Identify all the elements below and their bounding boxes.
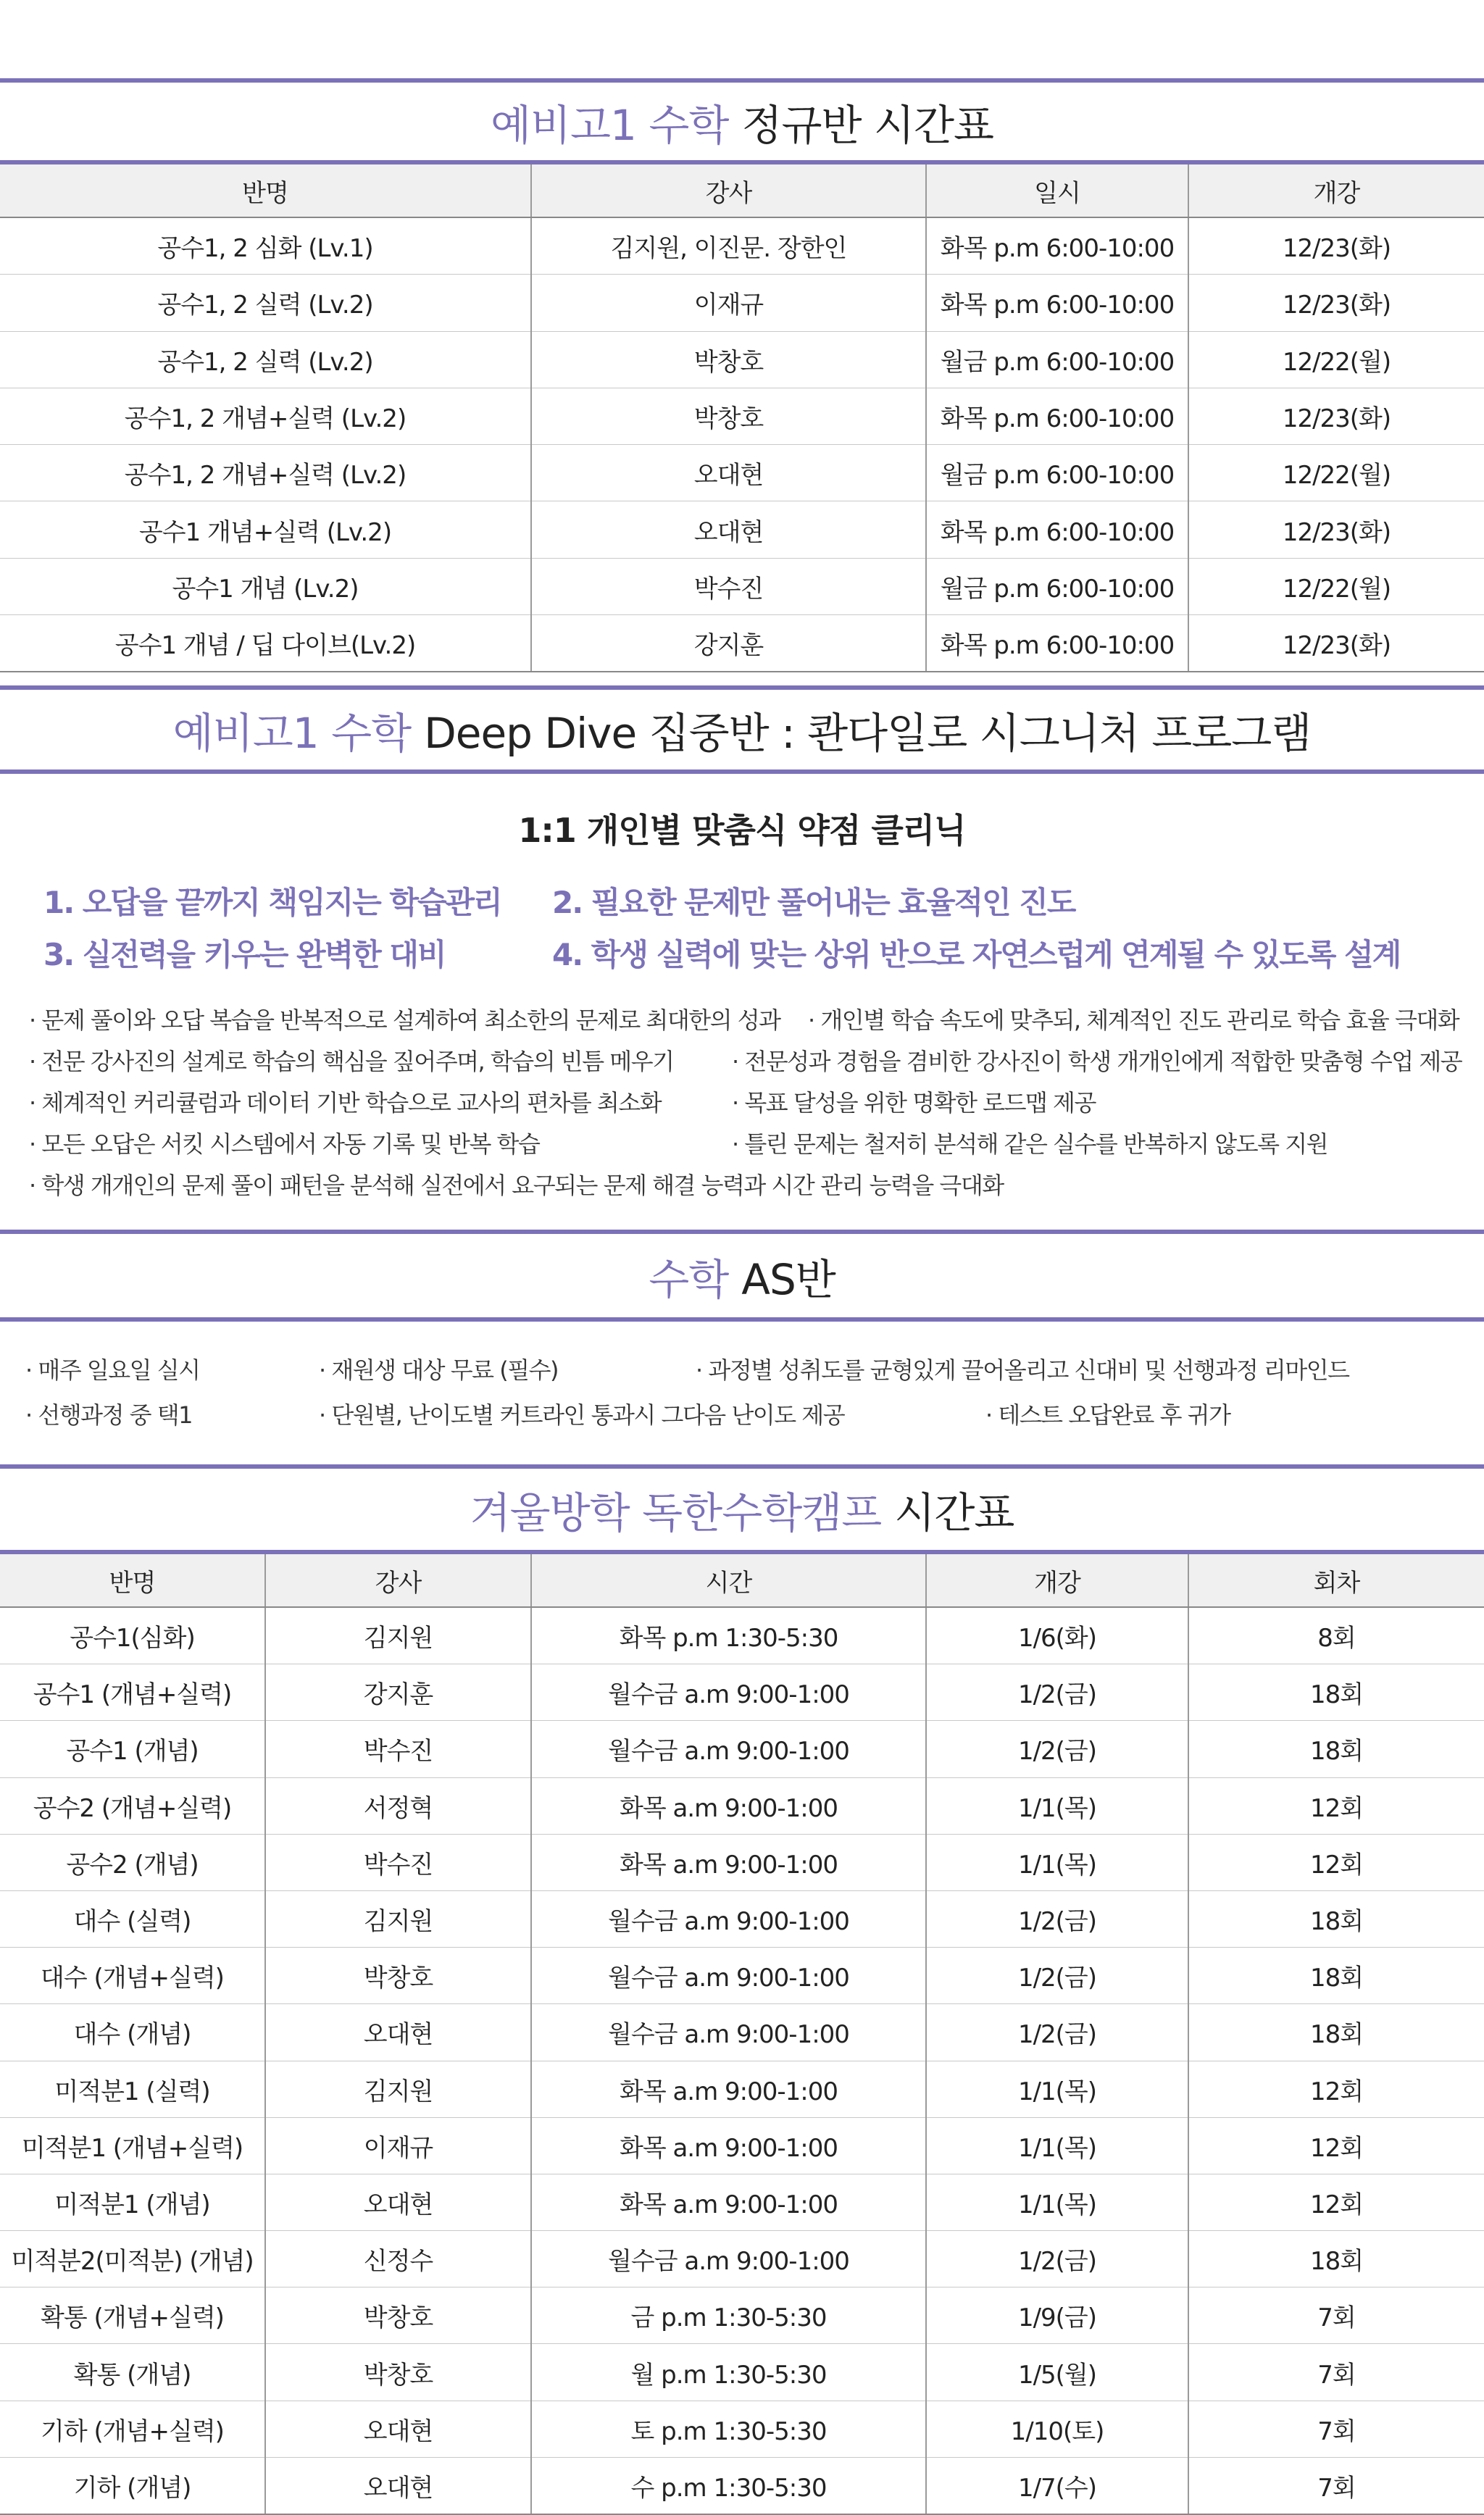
start-date-cell: 1/5(월)	[926, 2344, 1188, 2401]
point-3: 3. 실전력을 키우는 완벽한 대비	[43, 937, 446, 972]
as-bullet: · 단원별, 난이도별 커트라인 통과시 그다음 난이도 제공	[319, 1397, 844, 1430]
schedule-cell: 화목 p.m 6:00-10:00	[926, 388, 1188, 444]
class-name-cell: 공수2 (개념+실력)	[0, 1777, 265, 1834]
class-name-cell: 공수1 개념 (Lv.2)	[0, 558, 531, 614]
class-name-cell: 공수1, 2 심화 (Lv.1)	[0, 217, 531, 275]
time-cell: 화목 a.m 9:00-1:00	[531, 2117, 926, 2174]
point-1: 1. 오답을 끝까지 책임지는 학습관리	[43, 885, 501, 920]
table-row	[0, 2174, 1484, 2230]
as-bullet: · 테스트 오답완료 후 귀가	[985, 1397, 1230, 1430]
table-row	[0, 2344, 1484, 2401]
table-row	[0, 2287, 1484, 2344]
title-accent: 예비고1 수학	[490, 100, 729, 150]
winter-camp-title	[0, 1464, 1484, 1554]
table-row	[0, 2117, 1484, 2174]
class-name-cell: 확통 (개념)	[0, 2344, 265, 2401]
bullet-item: · 체계적인 커리큘럼과 데이터 기반 학습으로 교사의 편차를 최소화	[29, 1085, 661, 1118]
teacher-cell: 박창호	[531, 388, 926, 444]
camp-table-body	[0, 1607, 1484, 2514]
start-date-cell: 1/6(화)	[926, 1607, 1188, 1664]
start-date-cell: 1/2(금)	[926, 1890, 1188, 1947]
as-class-title	[0, 1230, 1484, 1322]
sessions-cell: 7회	[1188, 2344, 1484, 2401]
clinic-heading: 1:1 개인별 맞춤식 약점 클리닉	[518, 811, 966, 850]
start-date-cell: 12/22(월)	[1188, 558, 1484, 614]
col-header-teacher: 강사	[531, 164, 926, 217]
as-bullet: · 재원생 대상 무료 (필수)	[319, 1352, 558, 1385]
teacher-cell: 김지원	[265, 1890, 531, 1947]
col-header-teacher: 강사	[265, 1554, 531, 1607]
table-row	[0, 2061, 1484, 2117]
start-date-cell: 1/2(금)	[926, 1948, 1188, 2004]
teacher-cell: 박창호	[265, 2287, 531, 2344]
table-row	[0, 615, 1484, 672]
schedule-cell: 월금 p.m 6:00-10:00	[926, 331, 1188, 388]
start-date-cell: 12/23(화)	[1188, 615, 1484, 672]
time-cell: 토 p.m 1:30-5:30	[531, 2401, 926, 2457]
bullet-item: · 전문성과 경험을 겸비한 강사진이 학생 개개인에게 적합한 맞춤형 수업 제공	[732, 1043, 1462, 1077]
regular-table-body	[0, 217, 1484, 672]
class-name-cell: 확통 (개념+실력)	[0, 2287, 265, 2344]
sessions-cell: 12회	[1188, 2117, 1484, 2174]
teacher-cell: 강지훈	[265, 1664, 531, 1721]
class-name-cell: 공수1(심화)	[0, 1607, 265, 1664]
winter-camp-timetable	[0, 1554, 1484, 2515]
start-date-cell: 1/10(토)	[926, 2401, 1188, 2457]
as-bullet: · 매주 일요일 실시	[25, 1352, 200, 1385]
table-row	[0, 331, 1484, 388]
title-accent: 겨울방학 독한수학캠프	[470, 1488, 882, 1538]
teacher-cell: 박수진	[531, 558, 926, 614]
time-cell: 월수금 a.m 9:00-1:00	[531, 1948, 926, 2004]
teacher-cell: 오대현	[265, 2004, 531, 2061]
table-row	[0, 1721, 1484, 1777]
time-cell: 월수금 a.m 9:00-1:00	[531, 2231, 926, 2287]
teacher-cell: 오대현	[265, 2457, 531, 2514]
teacher-cell: 오대현	[265, 2174, 531, 2230]
class-name-cell: 공수1, 2 개념+실력 (Lv.2)	[0, 388, 531, 444]
start-date-cell: 1/2(금)	[926, 1664, 1188, 1721]
schedule-cell: 화목 p.m 6:00-10:00	[926, 501, 1188, 558]
col-header-start: 개강	[1188, 164, 1484, 217]
schedule-cell: 화목 p.m 6:00-10:00	[926, 615, 1188, 672]
bullet-item: · 틀린 문제는 철저히 분석해 같은 실수를 반복하지 않도록 지원	[732, 1126, 1327, 1159]
bullet-item: · 전문 강사진의 설계로 학습의 핵심을 짚어주며, 학습의 빈틈 메우기	[29, 1043, 674, 1077]
class-name-cell: 공수1, 2 실력 (Lv.2)	[0, 275, 531, 331]
teacher-cell: 김지원, 이진문. 장한인	[531, 217, 926, 275]
point-4: 4. 학생 실력에 맞는 상위 반으로 자연스럽게 연계될 수 있도록 설계	[552, 937, 1401, 972]
table-row	[0, 2231, 1484, 2287]
class-name-cell: 공수1 개념 / 딥 다이브(Lv.2)	[0, 615, 531, 672]
start-date-cell: 1/9(금)	[926, 2287, 1188, 2344]
bullet-item: · 학생 개개인의 문제 풀이 패턴을 분석해 실전에서 요구되는 문제 해결 능력과 시간 관리 능력을 극대화	[29, 1167, 1004, 1201]
start-date-cell: 12/22(월)	[1188, 445, 1484, 501]
class-name-cell: 대수 (개념)	[0, 2004, 265, 2061]
table-row	[0, 1607, 1484, 1664]
start-date-cell: 12/22(월)	[1188, 331, 1484, 388]
class-name-cell: 미적분1 (실력)	[0, 2061, 265, 2117]
bullet-item: · 문제 풀이와 오답 복습을 반복적으로 설계하여 최소한의 문제로 최대한의 성과	[29, 1002, 780, 1035]
sessions-cell: 18회	[1188, 2004, 1484, 2061]
teacher-cell: 오대현	[531, 501, 926, 558]
start-date-cell: 1/1(목)	[926, 1777, 1188, 1834]
title-main: Deep Dive 집중반 : 콴다일로 시그니처 프로그램	[424, 709, 1312, 758]
col-header-schedule: 일시	[926, 164, 1188, 217]
sessions-cell: 7회	[1188, 2457, 1484, 2514]
sessions-cell: 12회	[1188, 2174, 1484, 2230]
teacher-cell: 박창호	[265, 1948, 531, 2004]
bullet-item: · 모든 오답은 서킷 시스템에서 자동 기록 및 반복 학습	[29, 1126, 539, 1159]
title-accent: 수학	[649, 1254, 729, 1304]
start-date-cell: 1/2(금)	[926, 2004, 1188, 2061]
teacher-cell: 박수진	[265, 1721, 531, 1777]
start-date-cell: 12/23(화)	[1188, 388, 1484, 444]
table-header-row	[0, 1554, 1484, 1607]
class-name-cell: 공수2 (개념)	[0, 1834, 265, 1890]
as-bullet: · 과정별 성취도를 균형있게 끌어올리고 신대비 및 선행과정 리마인드	[696, 1352, 1349, 1385]
start-date-cell: 1/1(목)	[926, 1834, 1188, 1890]
table-row	[0, 217, 1484, 275]
start-date-cell: 1/1(목)	[926, 2117, 1188, 2174]
point-2: 2. 필요한 문제만 풀어내는 효율적인 진도	[552, 885, 1075, 920]
class-name-cell: 공수1 (개념)	[0, 1721, 265, 1777]
class-name-cell: 공수1, 2 실력 (Lv.2)	[0, 331, 531, 388]
start-date-cell: 1/1(목)	[926, 2174, 1188, 2230]
title-main: 정규반 시간표	[741, 100, 994, 150]
bullet-item: · 개인별 학습 속도에 맞추되, 체계적인 진도 관리로 학습 효율 극대화	[808, 1002, 1459, 1035]
title-main: 시간표	[894, 1488, 1014, 1538]
table-row	[0, 1777, 1484, 1834]
col-header-class: 반명	[0, 164, 531, 217]
start-date-cell: 1/2(금)	[926, 1721, 1188, 1777]
teacher-cell: 강지훈	[531, 615, 926, 672]
start-date-cell: 1/1(목)	[926, 2061, 1188, 2117]
time-cell: 화목 a.m 9:00-1:00	[531, 2061, 926, 2117]
sessions-cell: 18회	[1188, 1948, 1484, 2004]
class-name-cell: 기하 (개념)	[0, 2457, 265, 2514]
class-name-cell: 대수 (실력)	[0, 1890, 265, 1947]
time-cell: 월 p.m 1:30-5:30	[531, 2344, 926, 2401]
table-row	[0, 445, 1484, 501]
time-cell: 금 p.m 1:30-5:30	[531, 2287, 926, 2344]
sessions-cell: 18회	[1188, 2231, 1484, 2287]
teacher-cell: 박수진	[265, 1834, 531, 1890]
start-date-cell: 1/2(금)	[926, 2231, 1188, 2287]
table-row	[0, 2457, 1484, 2514]
class-name-cell: 미적분2(미적분) (개념)	[0, 2231, 265, 2287]
table-row	[0, 1948, 1484, 2004]
sessions-cell: 12회	[1188, 1834, 1484, 1890]
sessions-cell: 7회	[1188, 2401, 1484, 2457]
time-cell: 화목 a.m 9:00-1:00	[531, 1777, 926, 1834]
start-date-cell: 1/7(수)	[926, 2457, 1188, 2514]
table-header-row	[0, 164, 1484, 217]
teacher-cell: 박창호	[531, 331, 926, 388]
teacher-cell: 신정수	[265, 2231, 531, 2287]
start-date-cell: 12/23(화)	[1188, 501, 1484, 558]
time-cell: 월수금 a.m 9:00-1:00	[531, 2004, 926, 2061]
table-row	[0, 388, 1484, 444]
table-row	[0, 275, 1484, 331]
class-name-cell: 공수1 개념+실력 (Lv.2)	[0, 501, 531, 558]
table-row	[0, 558, 1484, 614]
teacher-cell: 오대현	[531, 445, 926, 501]
sessions-cell: 18회	[1188, 1721, 1484, 1777]
col-header-class: 반명	[0, 1554, 265, 1607]
start-date-cell: 12/23(화)	[1188, 217, 1484, 275]
schedule-cell: 월금 p.m 6:00-10:00	[926, 445, 1188, 501]
class-name-cell: 공수1 (개념+실력)	[0, 1664, 265, 1721]
time-cell: 월수금 a.m 9:00-1:00	[531, 1721, 926, 1777]
regular-class-title	[0, 78, 1484, 164]
deep-dive-title	[0, 685, 1484, 774]
col-header-time: 시간	[531, 1554, 926, 1607]
table-row	[0, 2004, 1484, 2061]
sessions-cell: 7회	[1188, 2287, 1484, 2344]
table-row	[0, 2401, 1484, 2457]
as-bullet: · 선행과정 중 택1	[25, 1397, 192, 1430]
sessions-cell: 12회	[1188, 2061, 1484, 2117]
col-header-sessions: 회차	[1188, 1554, 1484, 1607]
time-cell: 월수금 a.m 9:00-1:00	[531, 1890, 926, 1947]
title-main: AS반	[741, 1254, 835, 1304]
teacher-cell: 박창호	[265, 2344, 531, 2401]
time-cell: 화목 a.m 9:00-1:00	[531, 1834, 926, 1890]
class-name-cell: 공수1, 2 개념+실력 (Lv.2)	[0, 445, 531, 501]
sessions-cell: 18회	[1188, 1664, 1484, 1721]
teacher-cell: 서정혁	[265, 1777, 531, 1834]
teacher-cell: 김지원	[265, 2061, 531, 2117]
schedule-cell: 화목 p.m 6:00-10:00	[926, 217, 1188, 275]
col-header-start: 개강	[926, 1554, 1188, 1607]
class-name-cell: 대수 (개념+실력)	[0, 1948, 265, 2004]
table-row	[0, 501, 1484, 558]
table-row	[0, 1890, 1484, 1947]
bullet-item: · 목표 달성을 위한 명확한 로드맵 제공	[732, 1085, 1096, 1118]
teacher-cell: 이재규	[265, 2117, 531, 2174]
time-cell: 수 p.m 1:30-5:30	[531, 2457, 926, 2514]
schedule-cell: 월금 p.m 6:00-10:00	[926, 558, 1188, 614]
class-name-cell: 미적분1 (개념)	[0, 2174, 265, 2230]
class-name-cell: 기하 (개념+실력)	[0, 2401, 265, 2457]
title-accent: 예비고1 수학	[172, 709, 412, 758]
teacher-cell: 김지원	[265, 1607, 531, 1664]
class-name-cell: 미적분1 (개념+실력)	[0, 2117, 265, 2174]
time-cell: 화목 p.m 1:30-5:30	[531, 1607, 926, 1664]
sessions-cell: 8회	[1188, 1607, 1484, 1664]
sessions-cell: 18회	[1188, 1890, 1484, 1947]
time-cell: 화목 a.m 9:00-1:00	[531, 2174, 926, 2230]
start-date-cell: 12/23(화)	[1188, 275, 1484, 331]
teacher-cell: 이재규	[531, 275, 926, 331]
table-row	[0, 1834, 1484, 1890]
sessions-cell: 12회	[1188, 1777, 1484, 1834]
table-row	[0, 1664, 1484, 1721]
time-cell: 월수금 a.m 9:00-1:00	[531, 1664, 926, 1721]
teacher-cell: 오대현	[265, 2401, 531, 2457]
schedule-cell: 화목 p.m 6:00-10:00	[926, 275, 1188, 331]
regular-timetable	[0, 164, 1484, 672]
